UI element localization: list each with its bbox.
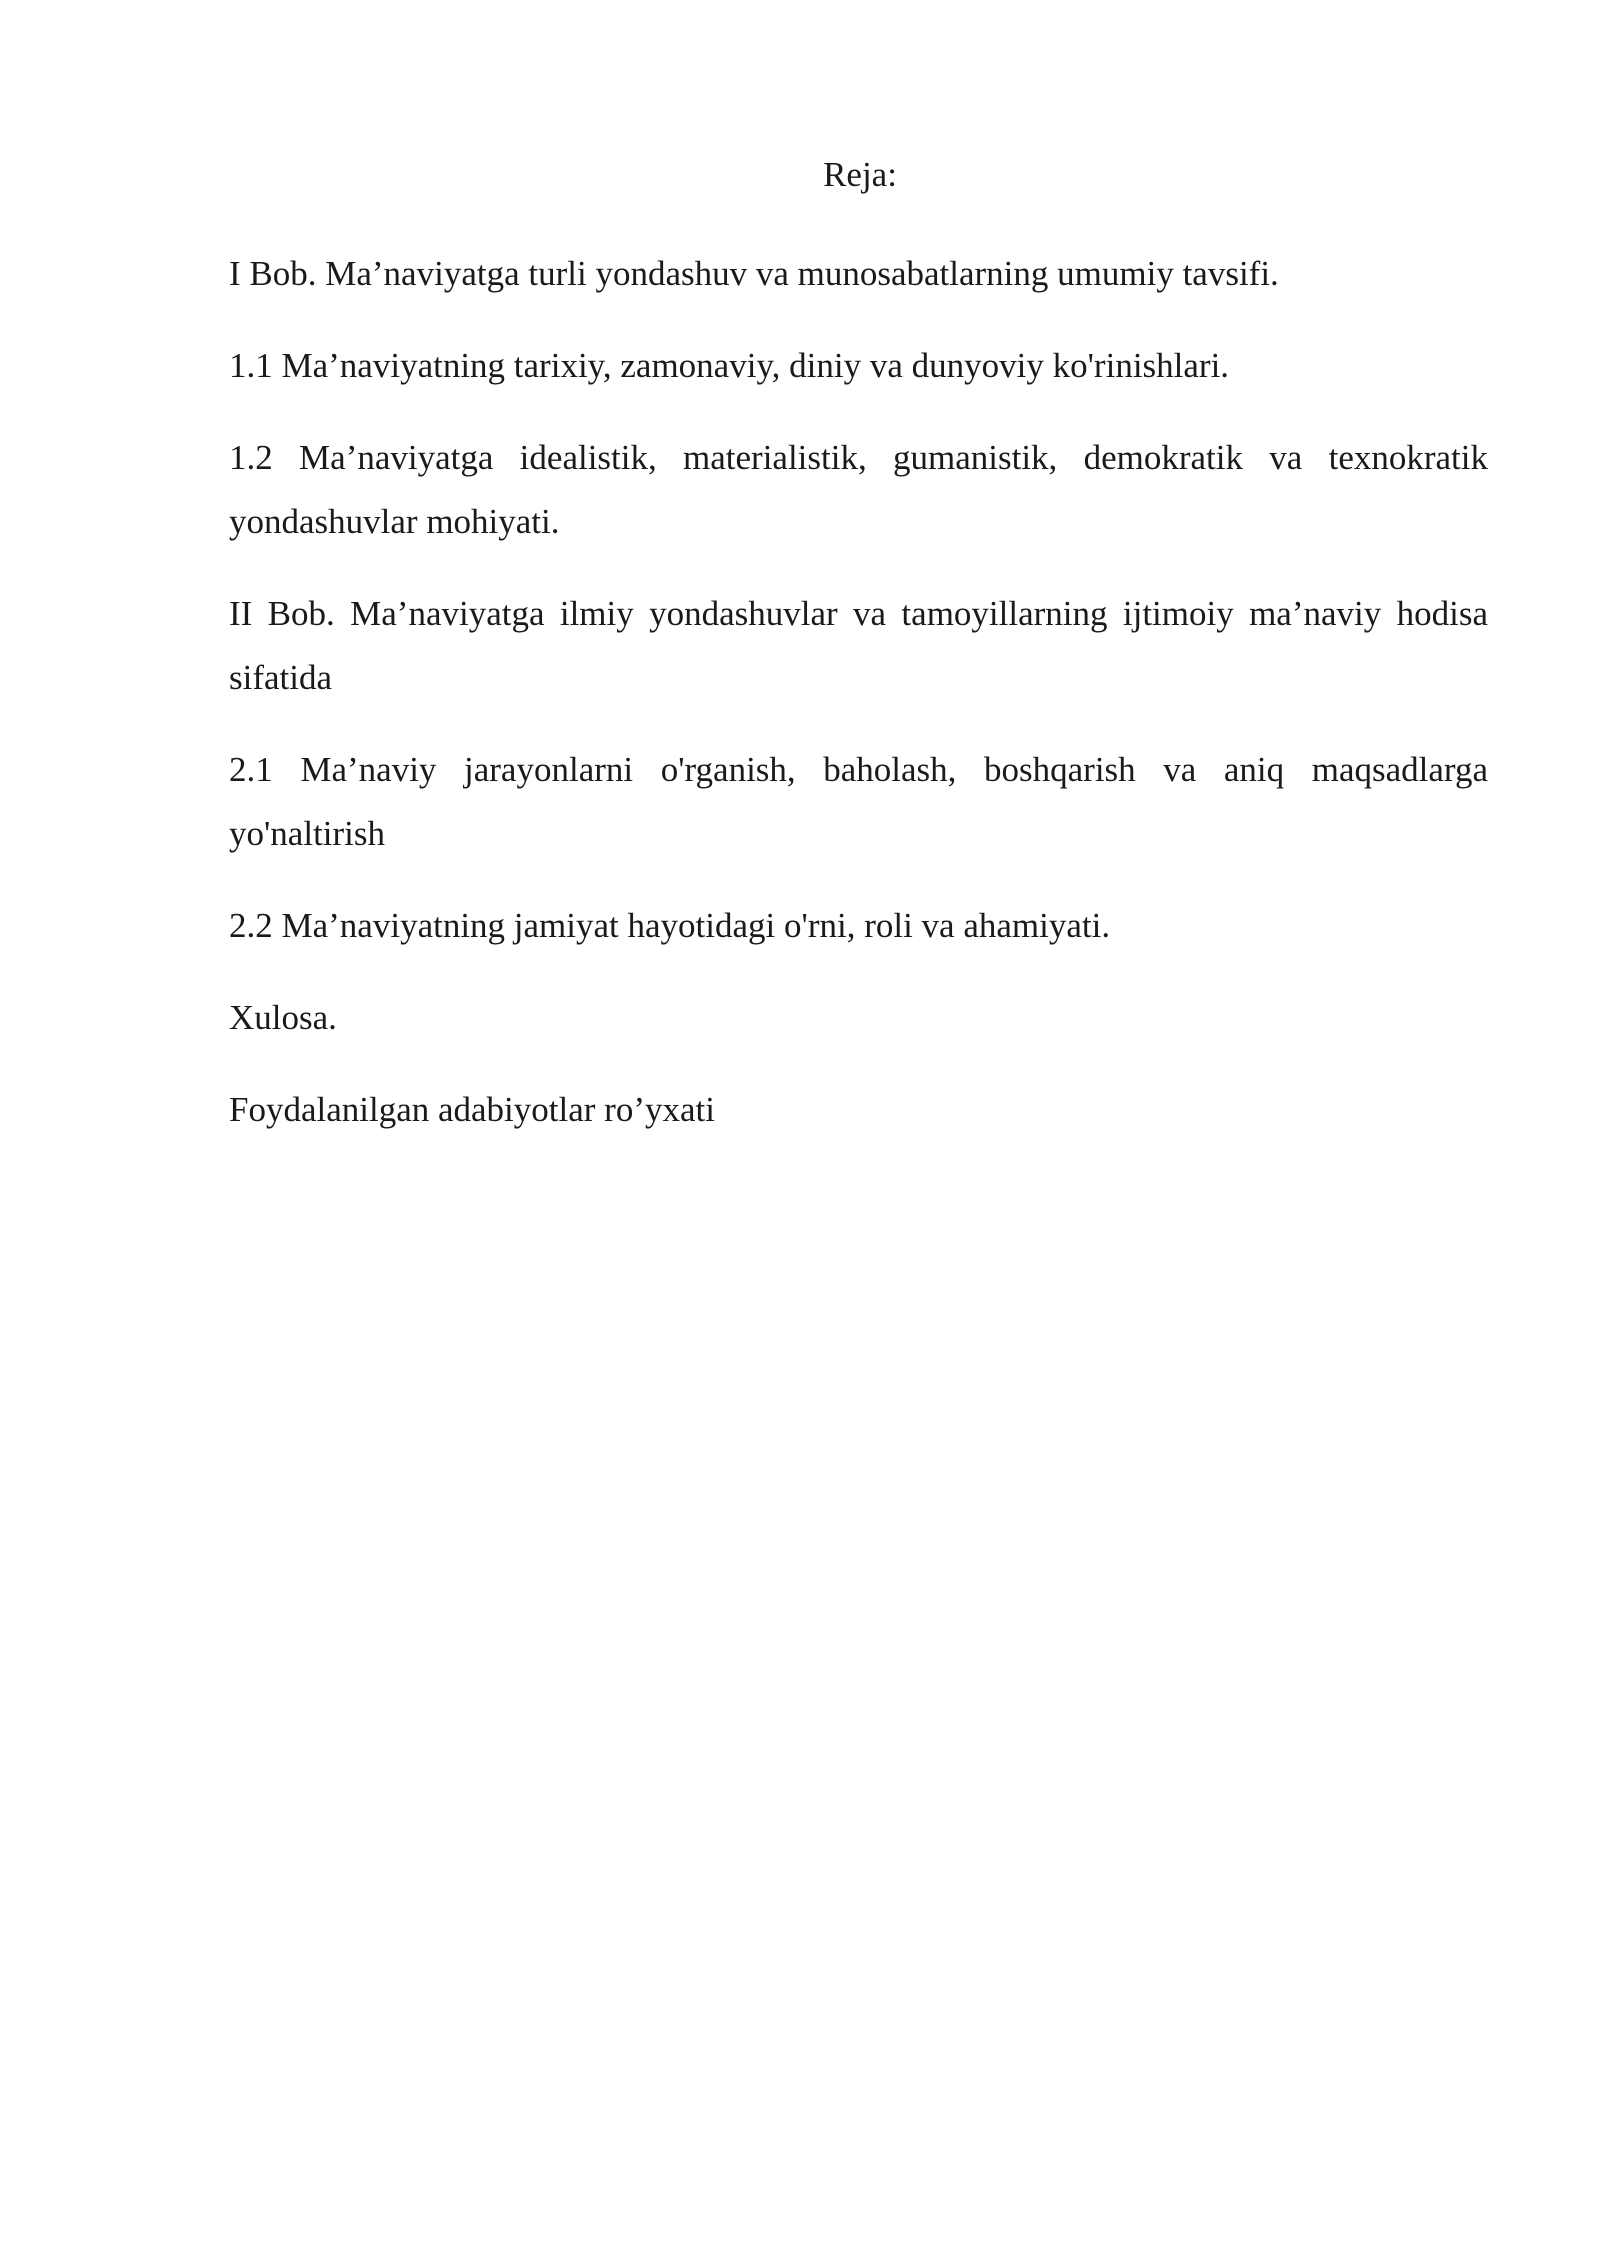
plan-list <box>229 242 1488 1170</box>
plan-item-chapter-2: II Bob. Ma’naviyatga ilmiy yondashuvlar va tamoyillarning ijtimoiy ma’naviy hodisa sifatida <box>229 594 1488 697</box>
plan-item-section-1-2: 1.2 Ma’naviyatga idealistik, materialistik, gumanistik, demokratik va texnokratik yondashuvlar mohiyati. <box>229 438 1488 541</box>
plan-item-section-2-2: 2.2 Ma’naviyatning jamiyat hayotidagi o'rni, roli va ahamiyati. <box>229 906 1111 945</box>
plan-item-section-2-1: 2.1 Ma’naviy jarayonlarni o'rganish, baholash, boshqarish va aniq maqsadlarga yo'naltirish <box>229 750 1488 853</box>
plan-item-chapter-1: I Bob. Ma’naviyatga turli yondashuv va munosabatlarning umumiy tavsifi. <box>229 254 1279 293</box>
plan-item-conclusion: Xulosa. <box>229 998 337 1037</box>
page-title: Reja: <box>823 155 897 194</box>
plan-item-references: Foydalanilgan adabiyotlar ro’yxati <box>229 1090 715 1129</box>
plan-item-section-1-1: 1.1 Ma’naviyatning tarixiy, zamonaviy, diniy va dunyoviy ko'rinishlari. <box>229 346 1230 385</box>
